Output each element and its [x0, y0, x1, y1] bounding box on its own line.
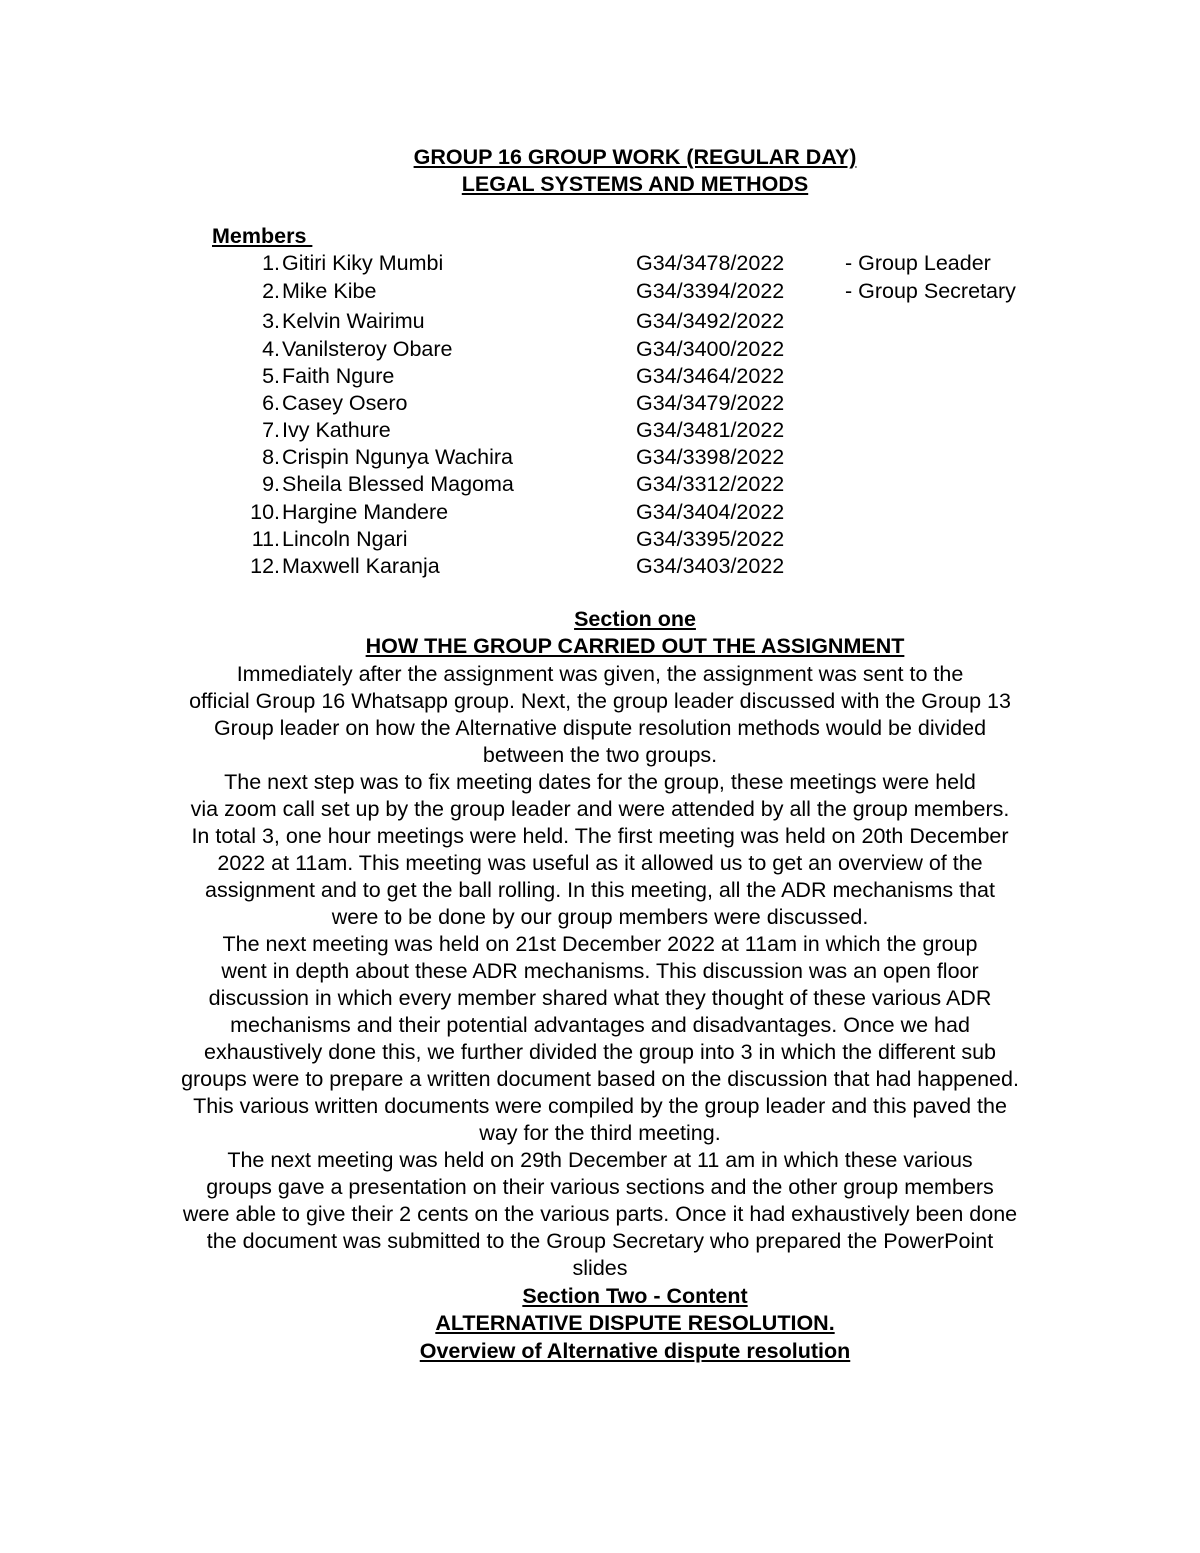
document-subtitle: LEGAL SYSTEMS AND METHODS	[461, 172, 809, 196]
body-line: official Group 16 Whatsapp group. Next, the group leader discussed with the Group 13	[189, 689, 1011, 713]
member-name: Gitiri Kiky Mumbi	[282, 251, 444, 275]
member-id: G34/3403/2022	[636, 554, 785, 578]
body-line: The next meeting was held on 21st December 2022 at 11am in which the group	[222, 932, 978, 956]
body-line: The next step was to fix meeting dates for the group, these meetings were held	[224, 770, 976, 794]
member-row	[0, 390, 1200, 417]
member-number: 3.	[262, 309, 280, 333]
member-id: G34/3398/2022	[636, 445, 785, 469]
member-number: 8.	[262, 445, 280, 469]
member-id: G34/3492/2022	[636, 309, 785, 333]
member-row	[0, 553, 1200, 580]
member-name: Casey Osero	[282, 391, 408, 415]
member-role: - Group Secretary	[845, 279, 1016, 303]
member-number: 11.	[251, 527, 280, 551]
section-one-label: Section one	[574, 607, 696, 631]
member-row	[0, 308, 1200, 335]
body-line: were able to give their 2 cents on the various parts. Once it had exhaustively been done	[182, 1202, 1018, 1226]
body-line: exhaustively done this, we further divided the group into 3 in which the different sub	[203, 1040, 996, 1064]
member-id: G34/3481/2022	[636, 418, 785, 442]
body-line: slides	[572, 1256, 628, 1280]
members-label: Members	[212, 224, 313, 248]
member-row	[0, 417, 1200, 444]
section-one-body	[135, 661, 1065, 1282]
member-row	[0, 336, 1200, 363]
member-id: G34/3464/2022	[636, 364, 785, 388]
member-name: Mike Kibe	[282, 279, 377, 303]
member-row	[0, 278, 1200, 305]
member-number: 4.	[262, 337, 280, 361]
body-line: went in depth about these ADR mechanisms. This discussion was an open floor	[221, 959, 979, 983]
body-line: the document was submitted to the Group Secretary who prepared the PowerPoint	[206, 1229, 994, 1253]
member-name: Kelvin Wairimu	[282, 309, 425, 333]
member-row	[0, 526, 1200, 553]
member-id: G34/3394/2022	[636, 279, 785, 303]
member-name: Faith Ngure	[282, 364, 395, 388]
member-name: Vanilsteroy Obare	[282, 337, 453, 361]
member-number: 9.	[262, 472, 280, 496]
body-line: groups were to prepare a written document based on the discussion that had happened.	[181, 1067, 1019, 1091]
body-line: This various written documents were compiled by the group leader and this paved the	[193, 1094, 1007, 1118]
member-name: Lincoln Ngari	[282, 527, 408, 551]
member-name: Ivy Kathure	[282, 418, 391, 442]
member-role: - Group Leader	[845, 251, 991, 275]
document-title: GROUP 16 GROUP WORK (REGULAR DAY)	[413, 145, 857, 169]
member-id: G34/3478/2022	[636, 251, 785, 275]
member-name: Crispin Ngunya Wachira	[282, 445, 514, 469]
body-line: Group leader on how the Alternative dispute resolution methods would be divided	[213, 716, 987, 740]
member-number: 2.	[262, 279, 280, 303]
body-line: between the two groups.	[482, 743, 718, 767]
body-line: mechanisms and their potential advantages and disadvantages. Once we had	[230, 1013, 970, 1037]
section-two-subtitle: Overview of Alternative dispute resolution	[419, 1339, 851, 1363]
member-id: G34/3312/2022	[636, 472, 785, 496]
member-name: Sheila Blessed Magoma	[282, 472, 514, 496]
member-id: G34/3404/2022	[636, 500, 785, 524]
member-number: 5.	[262, 364, 280, 388]
member-row	[0, 250, 1200, 277]
body-line: were to be done by our group members were discussed.	[331, 905, 869, 929]
body-line: The next meeting was held on 29th December at 11 am in which these various	[227, 1148, 973, 1172]
member-row	[0, 499, 1200, 526]
body-line: way for the third meeting.	[479, 1121, 721, 1145]
body-line: 2022 at 11am. This meeting was useful as it allowed us to get an overview of the	[217, 851, 983, 875]
member-number: 1.	[262, 251, 280, 275]
member-name: Maxwell Karanja	[282, 554, 440, 578]
member-id: G34/3479/2022	[636, 391, 785, 415]
member-row	[0, 444, 1200, 471]
member-name: Hargine Mandere	[282, 500, 449, 524]
body-line: discussion in which every member shared what they thought of these various ADR	[208, 986, 992, 1010]
member-row	[0, 363, 1200, 390]
member-id: G34/3400/2022	[636, 337, 785, 361]
member-number: 7.	[262, 418, 280, 442]
body-line: In total 3, one hour meetings were held. The first meeting was held on 20th December	[191, 824, 1009, 848]
body-line: groups gave a presentation on their various sections and the other group members	[206, 1175, 994, 1199]
section-two-label: Section Two - Content	[522, 1284, 748, 1308]
member-id: G34/3395/2022	[636, 527, 785, 551]
section-two-title: ALTERNATIVE DISPUTE RESOLUTION.	[435, 1311, 835, 1335]
section-one-title: HOW THE GROUP CARRIED OUT THE ASSIGNMENT	[365, 634, 905, 658]
member-row	[0, 471, 1200, 498]
body-line: assignment and to get the ball rolling. In this meeting, all the ADR mechanisms that	[205, 878, 995, 902]
member-number: 12.	[250, 554, 280, 578]
member-number: 6.	[262, 391, 280, 415]
body-line: via zoom call set up by the group leader and were attended by all the group members.	[190, 797, 1010, 821]
member-number: 10.	[250, 500, 280, 524]
body-line: Immediately after the assignment was given, the assignment was sent to the	[236, 662, 964, 686]
